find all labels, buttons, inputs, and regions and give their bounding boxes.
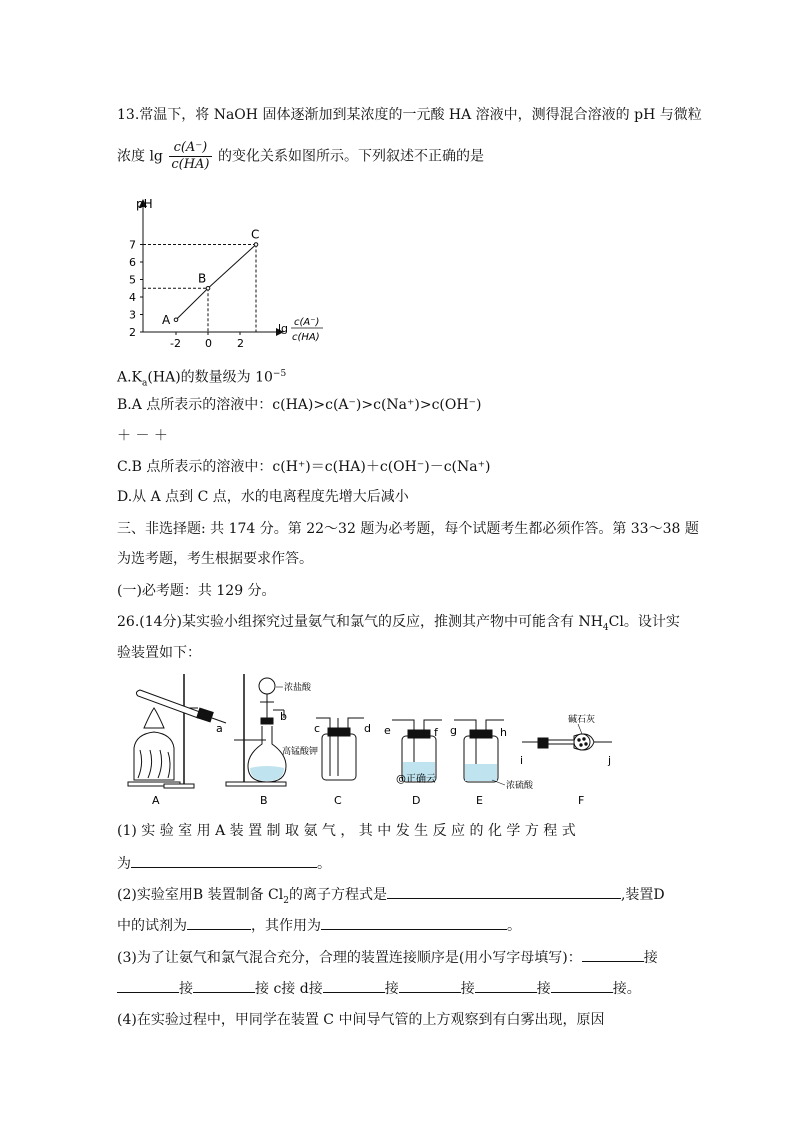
q26-part2-line2 [117,915,521,935]
x-tick-label-2: 2 [237,337,244,350]
q26-part3-line1 [117,947,658,967]
point-label-C: C [251,227,260,242]
y-tick-label-2: 4 [129,291,136,304]
part3-connector-1: 接 [179,981,193,997]
caption-a: A [152,794,160,807]
q26-line2: 验装置如下： [117,645,201,661]
port-c-label: c [314,722,321,735]
y-tick-label-3: 5 [129,273,136,287]
part3-connector-4: 接 [460,981,475,997]
caption-c: C [334,794,342,807]
x-tick-label-1: 0 [205,337,212,350]
label-conc-hcl: 浓盐酸 [284,683,312,693]
answer-blank-11[interactable] [551,978,613,993]
q13-fraction-numerator: c(A⁻) [169,140,211,157]
part2-end: 。 [507,918,521,934]
apparatus-c [316,718,364,780]
q26-part4-line1: (4)在实验过程中，甲同学在装置 C 中间导气管的上方观察到有白雾出现，原因 [117,1012,605,1028]
port-j-label: j [608,754,612,767]
apparatus-diagram [120,668,640,808]
q13-option-c: C.B 点所表示的溶液中：c(H⁺)＝c(HA)＋c(OH⁻)－c(Na⁺) [117,459,491,475]
q26-part3-line2 [117,978,641,998]
y-tick-label-4: 6 [129,256,136,269]
part3-pre: (3)为了让氨气和氯气混合充分，合理的装置连接顺序是(用小写字母填写)： [117,950,582,966]
answer-blank-8[interactable] [323,978,385,993]
caption-b: B [260,794,268,807]
y-axis-label: pH [136,197,153,211]
watermark: @正确云 [396,774,436,785]
option-a-sub: a [142,378,148,389]
part3-connector-5: 接 [536,981,551,997]
point-A [174,318,178,322]
q13-line2-post: 的变化关系如图所示。下列叙述不正确的是 [217,148,484,165]
part3-connector-2: 接 c接 d接 [255,981,323,997]
port-d-label: d [364,722,371,735]
section3-line2: 为选考题，考生根据要求作答。 [117,551,313,567]
q26-line1-sub: 4 [602,622,609,633]
answer-blank-2[interactable] [387,884,621,899]
part2-reagent-label: 中的试剂为 [117,918,187,934]
section3-line1: 三、非选择题: 共 174 分。第 22～32 题为必考题，每个试题考生都必须作答。第 33～38 题 [117,521,699,537]
answer-blank-1[interactable] [131,853,317,868]
port-g-label: g [450,724,457,737]
y-tick-label-5: 7 [129,238,136,252]
part3-connector-3: 接 [384,981,399,997]
part3-post: 接 [643,950,658,966]
part2-pre: (2)实验室用B 装置制备 Cl [117,887,284,903]
q26-line1-post: Cl。设计实 [608,614,680,630]
caption-f: F [578,794,585,807]
q26-line1-pre: 26.(14分)某实验小组探究过量氨气和氯气的反应，推测其产物中可能含有 NH [117,614,603,630]
x-axis-label-denominator: c(HA) [292,332,320,343]
q13-fraction [169,140,211,173]
q13-option-d: D.从 A 点到 C 点，水的电离程度先增大后减小 [117,489,409,505]
y-tick-label-0: 2 [129,326,136,339]
x-tick-label-0: -2 [170,337,181,350]
section3-line3: (一)必考题：共 129 分。 [117,583,276,599]
part1-suffix: 。 [317,856,331,872]
answer-blank-6[interactable] [117,978,179,993]
apparatus-e-liquid [465,764,497,781]
x-axis-label-prefix: lg [278,322,289,335]
answer-blank-3[interactable] [187,915,251,930]
y-tick-label-1: 3 [129,308,136,322]
part1-prefix: 为 [117,856,131,872]
answer-blank-5[interactable] [582,947,644,962]
q13-line2 [117,140,484,184]
apparatus-b-liquid [250,766,284,781]
ph-chart [118,192,338,352]
answer-blank-9[interactable] [399,978,461,993]
q13-option-a [117,365,286,392]
q26-part2-line1 [117,884,665,910]
q13-line1: 13.常温下，将 NaOH 固体逐渐加到某浓度的一元酸 HA 溶液中，测得混合溶液的 pH 与微粒 [117,107,702,123]
part2-mid: 的离子方程式是 [288,887,387,903]
port-e-label: e [384,724,391,737]
caption-d: D [412,794,421,807]
answer-blank-4[interactable] [321,915,507,930]
caption-e: E [476,794,483,807]
label-kmno4: 高锰酸钾 [282,747,319,757]
port-a-label: a [216,722,223,735]
part2-sub: 2 [283,895,289,906]
port-b-label: b [280,710,287,723]
port-h-label: h [500,726,507,739]
x-axis-label-numerator: c(A⁻) [294,317,320,328]
answer-blank-7[interactable] [193,978,255,993]
ph-line [176,245,256,320]
q13-stray-marks: ＋ － ＋ [117,428,168,444]
q26-line1 [117,613,680,637]
q13-option-b: B.A 点所表示的溶液中：c(HA)>c(A⁻)>c(Na⁺)>c(OH⁻) [117,397,482,413]
q13-line2-pre: 浓度 lg [117,148,163,165]
part3-connector-6: 接。 [612,981,641,997]
option-a-sup: −5 [272,369,287,379]
option-a-post: (HA)的数量级为 10 [147,369,273,386]
option-a-pre: A.K [117,369,143,386]
point-label-A: A [162,312,171,327]
answer-blank-10[interactable] [475,978,537,993]
part2-post: ,装置D [620,887,665,903]
x-axis-label [278,317,323,343]
apparatus-f [522,734,612,750]
label-h2so4: 浓硫酸 [506,781,534,791]
q26-part1-line1: (1) 实 验 室 用 A 装 置 制 取 氨 气 ， 其 中 发 生 反 应 的 化 学 方 程 式 [117,823,576,839]
apparatus-a [128,674,226,788]
point-C [254,243,258,247]
q26-part1-line2 [117,853,331,873]
point-B [206,286,210,290]
part2-function-label: ，其作用为 [251,918,321,934]
q13-fraction-denominator: c(HA) [171,157,210,172]
port-f-label: f [434,726,438,739]
label-soda-lime: 碱石灰 [568,715,596,725]
point-label-B: B [198,271,207,286]
port-i-label: i [520,754,524,767]
